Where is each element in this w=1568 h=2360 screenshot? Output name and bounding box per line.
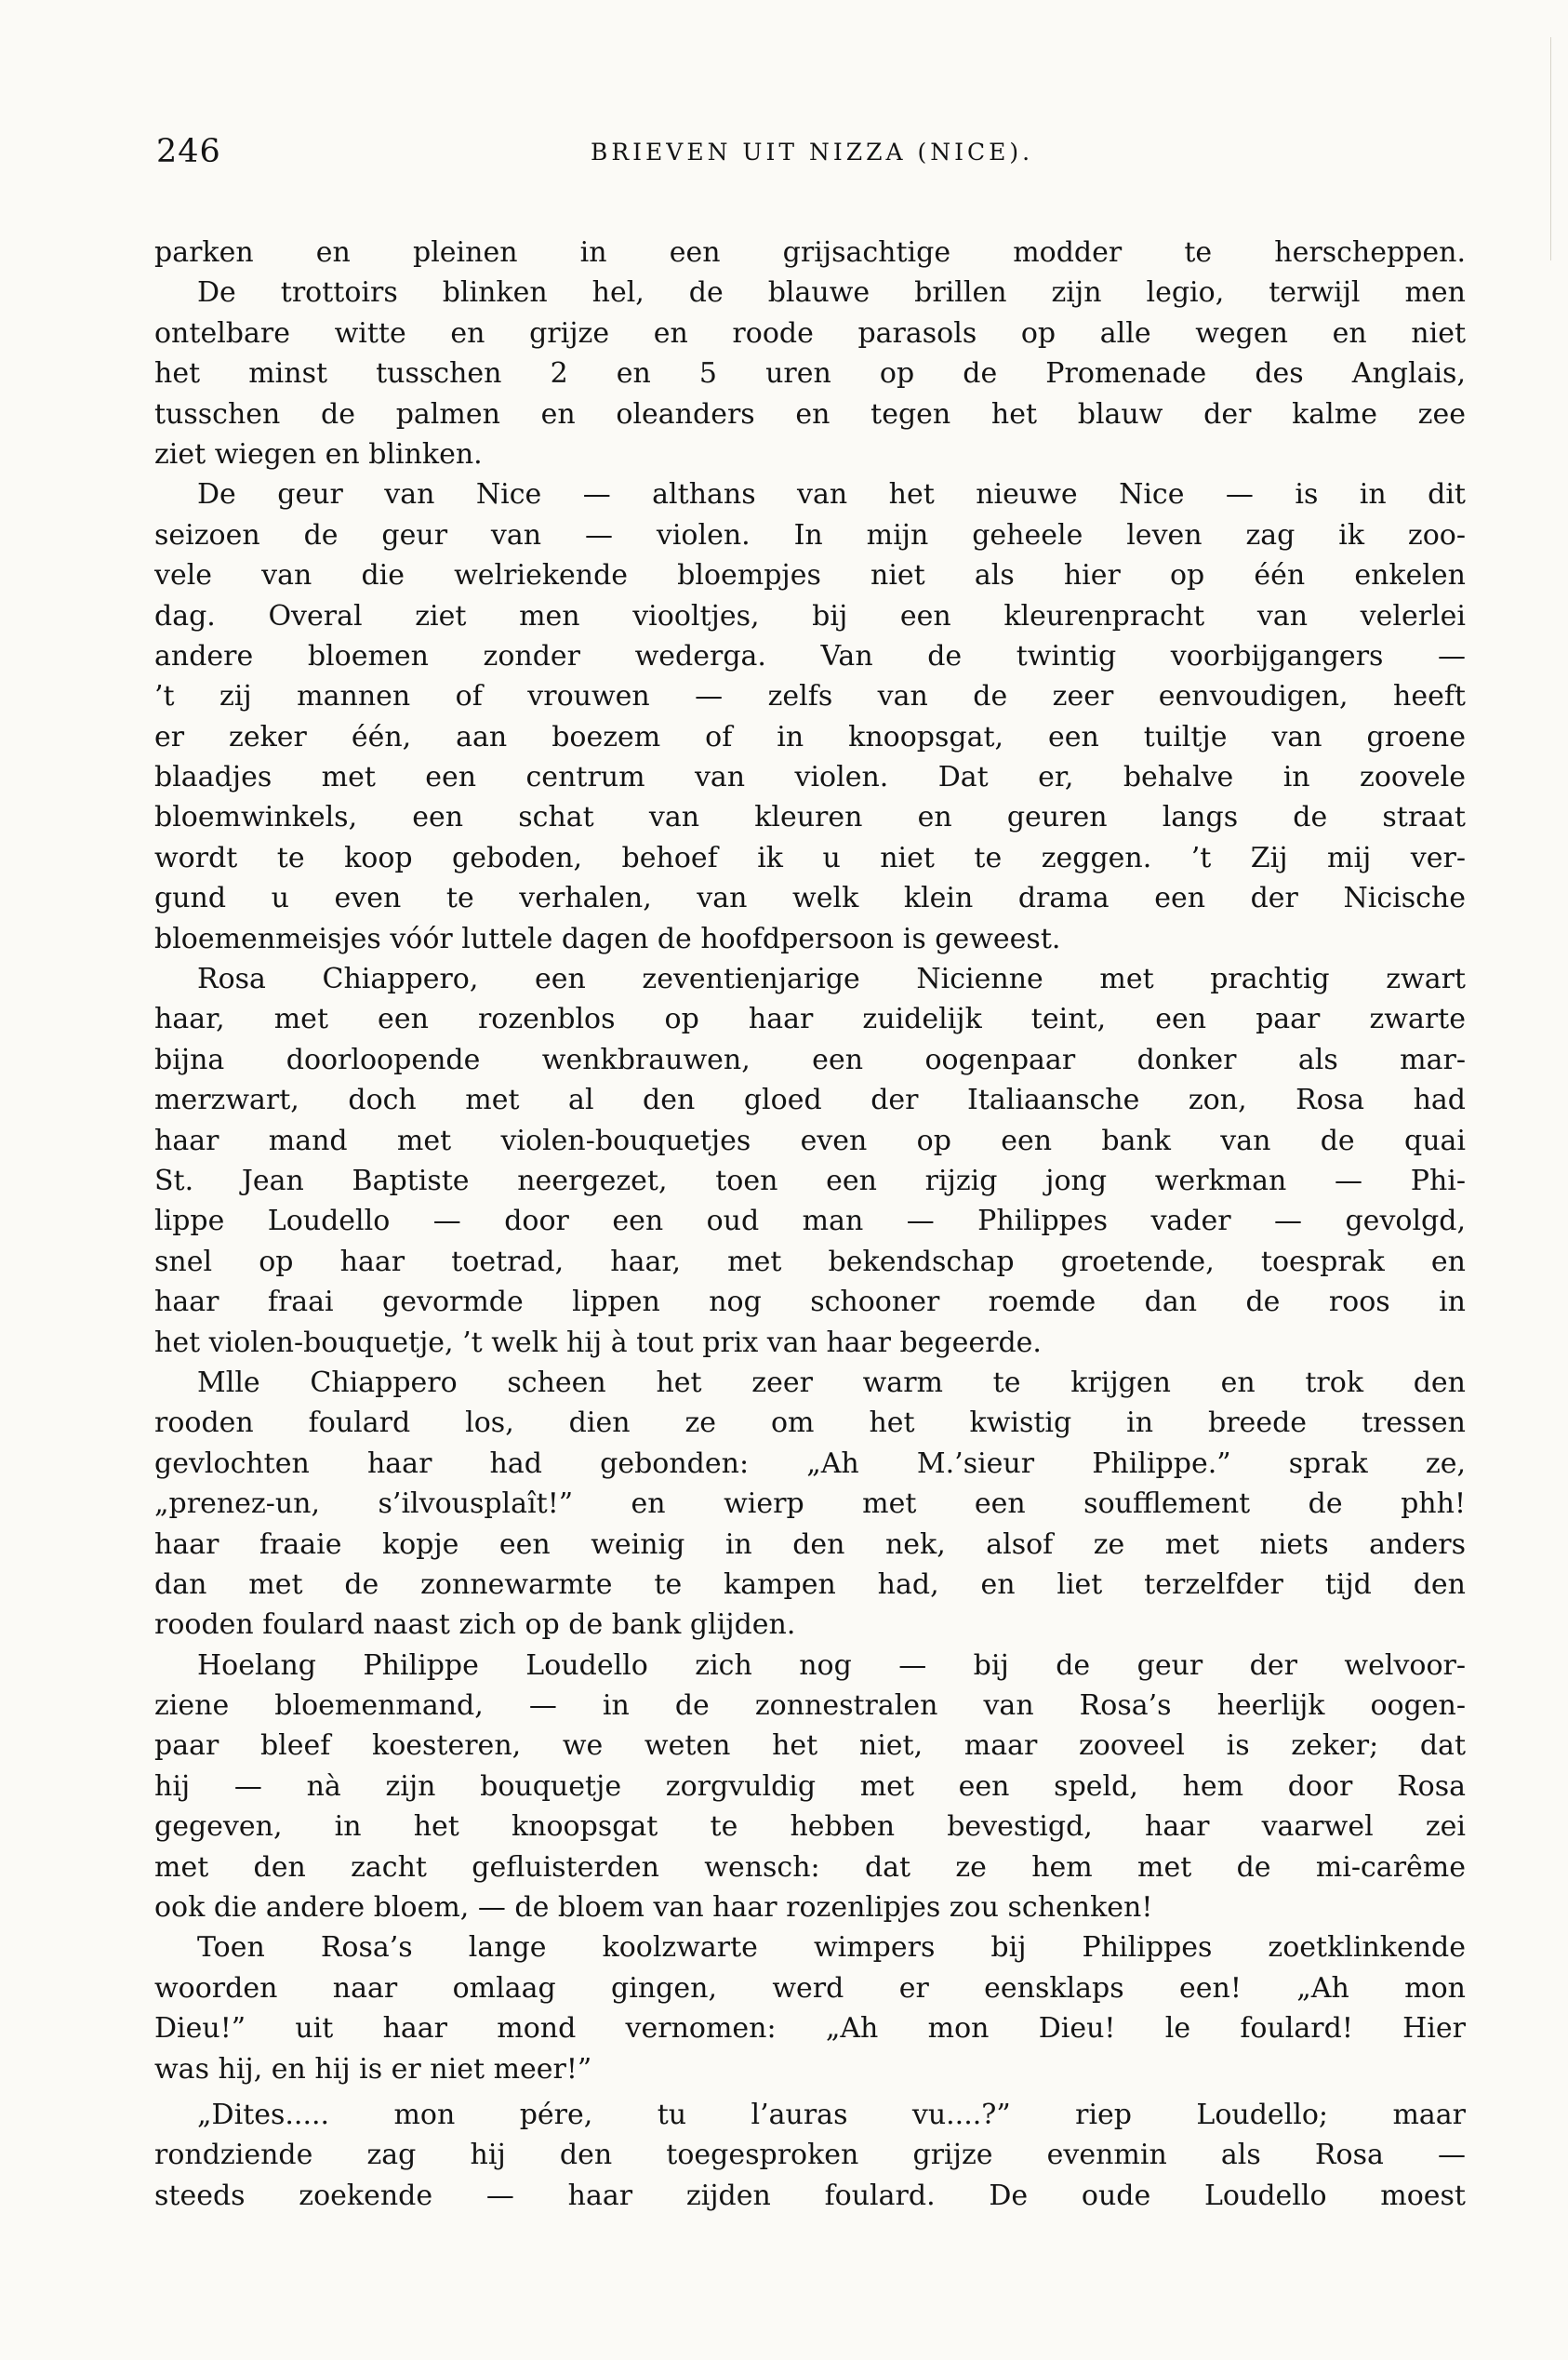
text-line: lippe Loudello — door een oud man — Philippes vader — gevolgd, — [154, 1205, 1466, 1238]
text-line: steeds zoekende — haar zijden foulard. De oude Loudello moest — [154, 2179, 1466, 2212]
text-line: andere bloemen zonder wederga. Van de twintig voorbijgangers — — [154, 639, 1466, 673]
text-line: gund u even te verhalen, van welk klein drama een der Nicische — [154, 882, 1466, 915]
text-line: tusschen de palmen en oleanders en tegen het blauw der kalme zee — [154, 397, 1466, 431]
text-line: De geur van Nice — althans van het nieuwe Nice — is in dit — [197, 478, 1466, 512]
text-line: snel op haar toetrad, haar, met bekendschap groetende, toesprak en — [154, 1245, 1466, 1278]
text-line: „Dites..... mon pére, tu l’auras vu....?” riep Loudello; maar — [197, 2098, 1466, 2131]
text-line: merzwart, doch met al den gloed der Italiaansche zon, Rosa had — [154, 1084, 1466, 1117]
text-line: Rosa Chiappero, een zeventienjarige Nicienne met prachtig zwart — [197, 963, 1466, 996]
text-line: seizoen de geur van — violen. In mijn geheele leven zag ik zoo- — [154, 518, 1466, 552]
text-line: wordt te koop geboden, behoef ik u niet te zeggen. ’t Zij mij ver- — [154, 841, 1466, 874]
text-line: dan met de zonnewarmte te kampen had, en liet terzelfder tijd den — [154, 1567, 1466, 1601]
text-line: Toen Rosa’s lange koolzwarte wimpers bij Philippes zoetklinkende — [197, 1931, 1466, 1965]
text-line: ook die andere bloem, — de bloem van haar rozenlipjes zou schenken! — [154, 1891, 1153, 1925]
body-text — [154, 233, 1466, 2216]
text-line: gevlochten haar had gebonden: „Ah M.’sieur Philippe.” sprak ze, — [154, 1447, 1466, 1480]
text-line: met den zacht gefluisterden wensch: dat ze hem met de mi-carême — [154, 1850, 1466, 1884]
text-line: bloemenmeisjes vóór luttele dagen de hoofdpersoon is geweest. — [154, 922, 1061, 955]
text-line: rooden foulard los, dien ze om het kwistig in breede tressen — [154, 1407, 1466, 1440]
text-line: vele van die welriekende bloempjes niet als hier op één enkelen — [154, 559, 1466, 593]
page-number: 246 — [156, 133, 221, 170]
text-line: het violen-bouquetje, ’t welk hij à tout prix van haar begeerde. — [154, 1326, 1042, 1359]
text-line: ontelbare witte en grijze en roode parasols op alle wegen en niet — [154, 316, 1466, 350]
text-line: St. Jean Baptiste neergezet, toen een rijzig jong werkman — Phi- — [154, 1164, 1466, 1197]
text-line: woorden naar omlaag gingen, werd er eensklaps een! „Ah mon — [154, 1971, 1466, 2005]
text-line: Mlle Chiappero scheen het zeer warm te krijgen en trok den — [197, 1366, 1466, 1399]
text-line: Hoelang Philippe Loudello zich nog — bij de geur der welvoor- — [197, 1648, 1466, 1682]
text-line: haar fraai gevormde lippen nog schooner roemde dan de roos in — [154, 1286, 1466, 1319]
text-line: „prenez-un, s’ilvousplaît!” en wierp met een soufflement de phh! — [154, 1487, 1466, 1521]
page-header — [156, 128, 1468, 175]
text-line: haar mand met violen-bouquetjes even op een bank van de quai — [154, 1124, 1466, 1157]
text-line: paar bleef koesteren, we weten het niet, maar zooveel is zeker; dat — [154, 1729, 1466, 1763]
text-line: parken en pleinen in een grijsachtige modder te herscheppen. — [154, 236, 1466, 269]
text-line: Dieu!” uit haar mond vernomen: „Ah mon Dieu! le foulard! Hier — [154, 2012, 1466, 2046]
text-line: dag. Overal ziet men viooltjes, bij een kleurenpracht van velerlei — [154, 599, 1466, 633]
text-line: haar, met een rozenblos op haar zuidelijk teint, een paar zwarte — [154, 1003, 1466, 1036]
text-line: rondziende zag hij den toegesproken grijze evenmin als Rosa — — [154, 2139, 1466, 2172]
running-title: BRIEVEN UIT NIZZA (NICE). — [590, 139, 1034, 166]
text-line: bloemwinkels, een schat van kleuren en geuren langs de straat — [154, 801, 1466, 834]
text-line: gegeven, in het knoopsgat te hebben bevestigd, haar vaarwel zei — [154, 1810, 1466, 1844]
margin-ruling — [1550, 37, 1551, 260]
text-line: ’t zij mannen of vrouwen — zelfs van de zeer eenvoudigen, heeft — [154, 680, 1466, 713]
text-line: was hij, en hij is er niet meer!” — [154, 2052, 592, 2086]
text-line: blaadjes met een centrum van violen. Dat er, behalve in zoovele — [154, 761, 1466, 794]
text-line: hij — nà zijn bouquetje zorgvuldig met een speld, hem door Rosa — [154, 1769, 1466, 1803]
text-line: er zeker één, aan boezem of in knoopsgat, een tuiltje van groene — [154, 720, 1466, 753]
text-line: het minst tusschen 2 en 5 uren op de Promenade des Anglais, — [154, 357, 1466, 391]
text-line: De trottoirs blinken hel, de blauwe brillen zijn legio, terwijl men — [197, 276, 1466, 310]
text-line: ziene bloemenmand, — in de zonnestralen van Rosa’s heerlijk oogen- — [154, 1689, 1466, 1723]
text-line: haar fraaie kopje een weinig in den nek, alsof ze met niets anders — [154, 1527, 1466, 1561]
text-line: rooden foulard naast zich op de bank glijden. — [154, 1608, 796, 1642]
text-line: ziet wiegen en blinken. — [154, 437, 483, 471]
text-line: bijna doorloopende wenkbrauwen, een oogenpaar donker als mar- — [154, 1043, 1466, 1076]
